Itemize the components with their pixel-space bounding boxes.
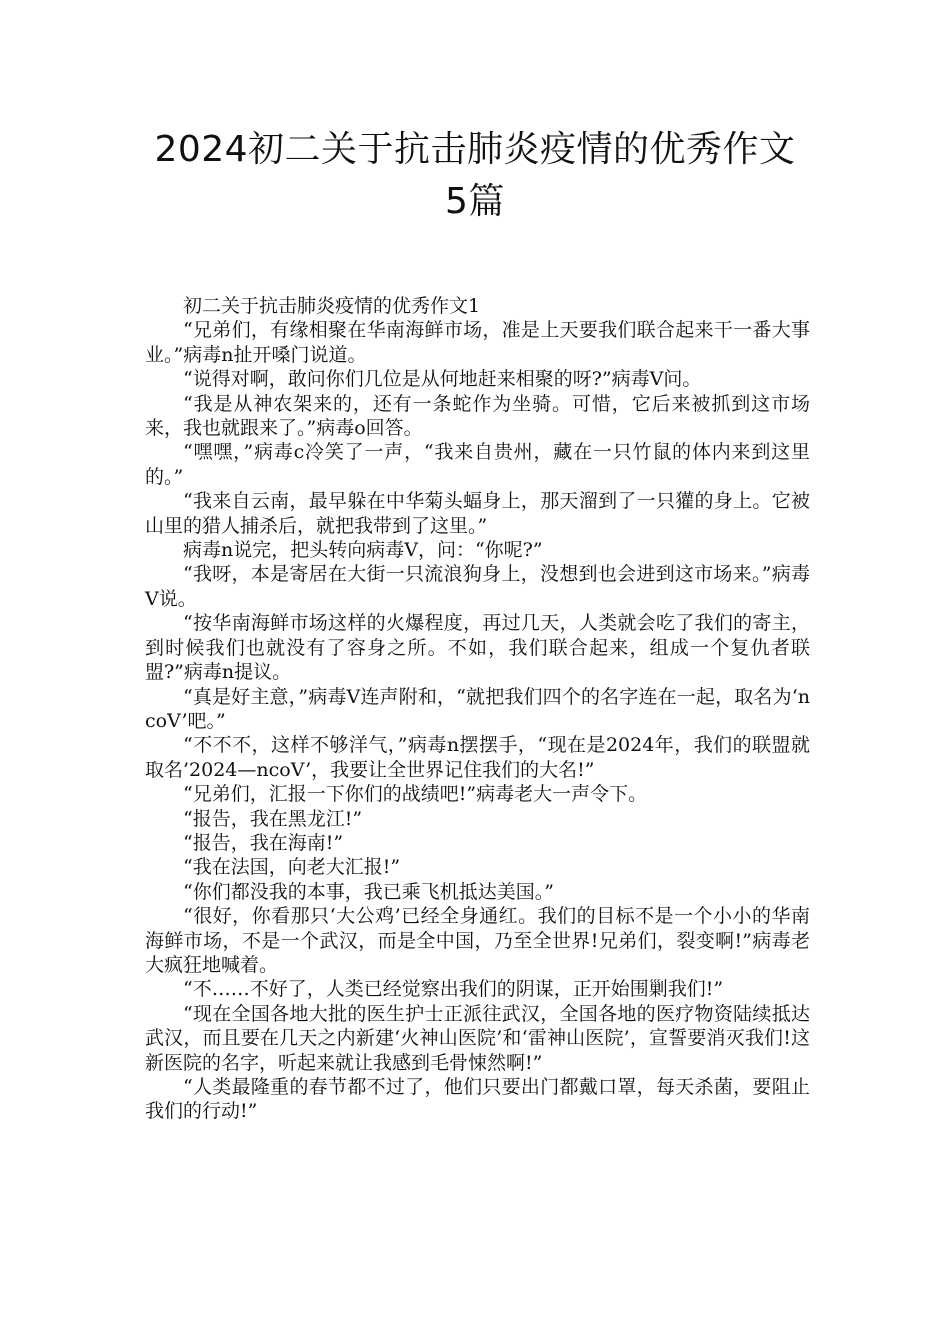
paragraph: “报告，我在黑龙江!” xyxy=(183,807,363,830)
paragraph: “我来自云南，最早躲在中华菊头蝠身上，那天溜到了一只獾的身上。它被山里的猎人捕杀后，就把我带到了这里。” xyxy=(145,490,810,537)
paragraph: “说得对啊，敢问你们几位是从何地赶来相聚的呀?”病毒V问。 xyxy=(183,368,702,391)
paragraph: “兄弟们，有缘相聚在华南海鲜市场，准是上天要我们联合起来干一番大事业。”病毒n扯开嗓门说道。 xyxy=(145,319,810,366)
title-line-2: 5篇 xyxy=(445,181,505,222)
title-line-1: 2024初二关于抗击肺炎疫情的优秀作文 xyxy=(154,129,796,170)
paragraph: “我在法国，向老大汇报!” xyxy=(183,856,401,879)
paragraph: “很好，你看那只‘大公鸡’已经全身通红。我们的目标不是一个小小的华南海鲜市场，不是一个武汉，而是全中国，乃至全世界!兄弟们，裂变啊!”病毒老大疯狂地喊着。 xyxy=(145,905,810,976)
paragraph: “不……不好了，人类已经觉察出我们的阴谋，正开始围剿我们!” xyxy=(183,978,724,1001)
paragraph: “按华南海鲜市场这样的火爆程度，再过几天，人类就会吃了我们的寄主，到时候我们也就没有了容身之所。不如，我们联合起来，组成一个复仇者联盟?”病毒n提议。 xyxy=(145,612,810,684)
paragraph: “兄弟们，汇报一下你们的战绩吧!”病毒老大一声令下。 xyxy=(183,783,648,806)
paragraph: 病毒n说完，把头转向病毒V，问：“你呢?” xyxy=(183,539,543,562)
paragraph: “我呀，本是寄居在大街一只流浪狗身上，没想到也会进到这市场来。”病毒V说。 xyxy=(145,563,810,610)
paragraph: “报告，我在海南!” xyxy=(183,831,344,854)
paragraph: “我是从神农架来的，还有一条蛇作为坐骑。可惜，它后来被抓到这市场来，我也就跟来了。”病毒o回答。 xyxy=(145,392,810,440)
document-title xyxy=(100,124,850,228)
paragraph: “你们都没我的本事，我已乘飞机抵达美国。” xyxy=(183,880,554,903)
document-body xyxy=(145,294,810,1124)
paragraph: “嘿嘿，”病毒c冷笑了一声，“我来自贵州，藏在一只竹鼠的体内来到这里的。” xyxy=(145,441,810,488)
paragraph: “人类最隆重的春节都不过了，他们只要出门都戴口罩，每天杀菌，要阻止我们的行动!” xyxy=(145,1076,810,1123)
paragraph: “不不不，这样不够洋气，”病毒n摆摆手，“现在是2024年，我们的联盟就取名’2024—ncoV’，我要让全世界记住我们的大名!” xyxy=(145,734,810,781)
paragraph: “现在全国各地大批的医生护士正派往武汉，全国各地的医疗物资陆续抵达武汉，而且要在几天之内新建‘火神山医院’和‘雷神山医院’，宣誓要消灭我们!这新医院的名字，听起来就让我感到毛骨悚然啊!” xyxy=(145,1002,810,1074)
paragraph: “真是好主意，”病毒V连声附和，“就把我们四个的名字连在一起，取名为‘ncoV’吧。” xyxy=(145,685,810,732)
paragraph: 初二关于抗击肺炎疫情的优秀作文1 xyxy=(183,295,481,317)
